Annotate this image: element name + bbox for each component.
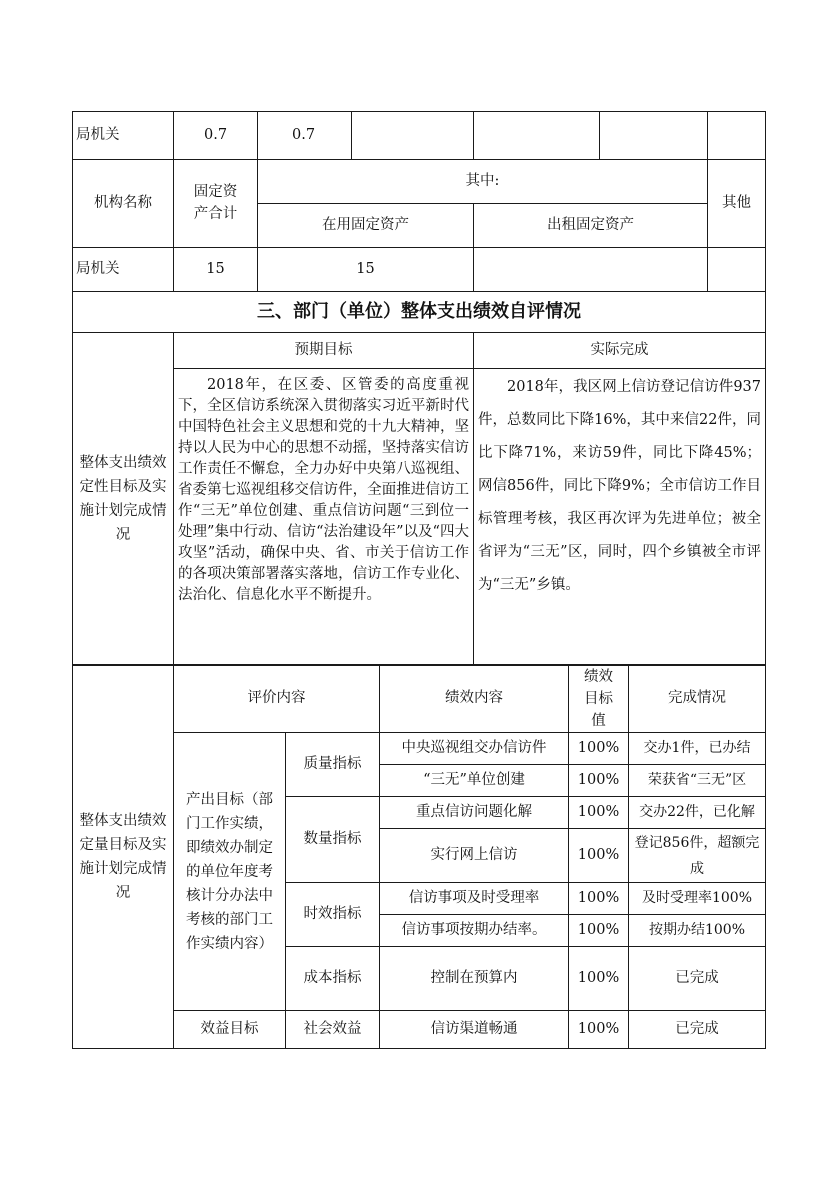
in-use-header: 在用固定资产 — [258, 204, 474, 248]
other-value-cell — [708, 248, 766, 292]
rented-value-cell — [474, 248, 708, 292]
quantitative-row-label: 整体支出绩效定量目标及实施计划完成情况 — [73, 666, 174, 1049]
assets-and-qualitative-table — [72, 111, 766, 665]
empty-cell — [708, 112, 766, 160]
perf-content-cell: 信访渠道畅通 — [380, 1011, 569, 1049]
qualitative-row-label: 整体支出绩效定性目标及实施计划完成情况 — [73, 333, 174, 665]
org-name-cell: 局机关 — [73, 112, 174, 160]
perf-content-cell: 信访事项及时受理率 — [380, 883, 569, 915]
result-cell: 及时受理率100% — [629, 883, 766, 915]
target-cell: 100% — [569, 1011, 629, 1049]
target-cell: 100% — [569, 765, 629, 797]
result-cell: 已完成 — [629, 947, 766, 1011]
expected-text: 2018年，在区委、区管委的高度重视下，全区信访系统深入贯彻落实习近平新时代中国特色社会主义思想和党的十九大精神，坚持以人民为中心的思想不动摇，坚持落实信访工作责任不懈怠，全力办好中央第八巡视组、省委第七巡视组移交信访件，全面推进信访工作“三无”单位创建、重点信访问题“三到位一处理”集中行动、信访“法治建设年”以及“四大攻坚”活动，确保中央、省、市关于信访工作的各项决策部署落实落地，信访工作专业化、法治化、信息化水平不断提升。 — [174, 369, 474, 665]
fixed-total-header: 固定资产合计 — [174, 160, 258, 248]
result-cell: 已完成 — [629, 1011, 766, 1049]
assets-row-1 — [73, 112, 766, 160]
empty-cell — [474, 112, 600, 160]
completion-header: 完成情况 — [629, 666, 766, 733]
other-header: 其他 — [708, 160, 766, 248]
qualitative-header-row — [73, 333, 766, 369]
eval-content-header: 评价内容 — [174, 666, 380, 733]
perf-content-cell: 信访事项按期办结率。 — [380, 915, 569, 947]
quant-header-row — [73, 666, 766, 733]
output-goal-label: 产出目标（部门工作实绩，即绩效办制定的单位年度考核计分办法中考核的部门工作实绩内容） — [174, 733, 286, 1011]
target-value-header: 绩效目标值 — [569, 666, 629, 733]
perf-content-cell: 中央巡视组交办信访件 — [380, 733, 569, 765]
expected-header: 预期目标 — [174, 333, 474, 369]
result-cell: 按期办结100% — [629, 915, 766, 947]
target-cell: 100% — [569, 797, 629, 829]
section-title-row — [73, 292, 766, 333]
perf-content-cell: 控制在预算内 — [380, 947, 569, 1011]
assets-row-2 — [73, 248, 766, 292]
empty-cell — [352, 112, 474, 160]
value-cell: 0.7 — [258, 112, 352, 160]
result-cell: 荣获省“三无”区 — [629, 765, 766, 797]
quantity-indicator: 数量指标 — [286, 797, 380, 883]
benefit-goal-label: 效益目标 — [174, 1011, 286, 1049]
result-cell: 登记856件，超额完成 — [629, 829, 766, 883]
target-cell: 100% — [569, 915, 629, 947]
perf-content-cell: 重点信访问题化解 — [380, 797, 569, 829]
perf-content-cell: 实行网上信访 — [380, 829, 569, 883]
assets-header-row-1 — [73, 160, 766, 204]
perf-content-cell: “三无”单位创建 — [380, 765, 569, 797]
social-indicator: 社会效益 — [286, 1011, 380, 1049]
perf-content-header: 绩效内容 — [380, 666, 569, 733]
actual-text: 2018年，我区网上信访登记信访件937件，总数同比下降16%，其中来信22件，同比下降71%，来访59件，同比下降45%；网信856件，同比下降9%；全市信访工作目标管理考核，我区再次评为先进单位；被全省评为“三无”区，同时，四个乡镇被全市评为“三无”乡镇。 — [474, 369, 766, 665]
table-row — [73, 1011, 766, 1049]
rented-header: 出租固定资产 — [474, 204, 708, 248]
qualitative-content-row — [73, 369, 766, 665]
quality-indicator: 质量指标 — [286, 733, 380, 797]
quantitative-table — [72, 665, 766, 1049]
org-name-cell: 局机关 — [73, 248, 174, 292]
result-cell: 交办22件，已化解 — [629, 797, 766, 829]
table-row — [73, 733, 766, 765]
total-value-cell: 15 — [174, 248, 258, 292]
in-use-value-cell: 15 — [258, 248, 474, 292]
org-name-header: 机构名称 — [73, 160, 174, 248]
actual-header: 实际完成 — [474, 333, 766, 369]
empty-cell — [600, 112, 708, 160]
target-cell: 100% — [569, 883, 629, 915]
cost-indicator: 成本指标 — [286, 947, 380, 1011]
value-cell: 0.7 — [174, 112, 258, 160]
section-title: 三、部门（单位）整体支出绩效自评情况 — [73, 292, 766, 333]
of-which-header: 其中: — [258, 160, 708, 204]
timeliness-indicator: 时效指标 — [286, 883, 380, 947]
target-cell: 100% — [569, 733, 629, 765]
target-cell: 100% — [569, 829, 629, 883]
result-cell: 交办1件，已办结 — [629, 733, 766, 765]
target-cell: 100% — [569, 947, 629, 1011]
